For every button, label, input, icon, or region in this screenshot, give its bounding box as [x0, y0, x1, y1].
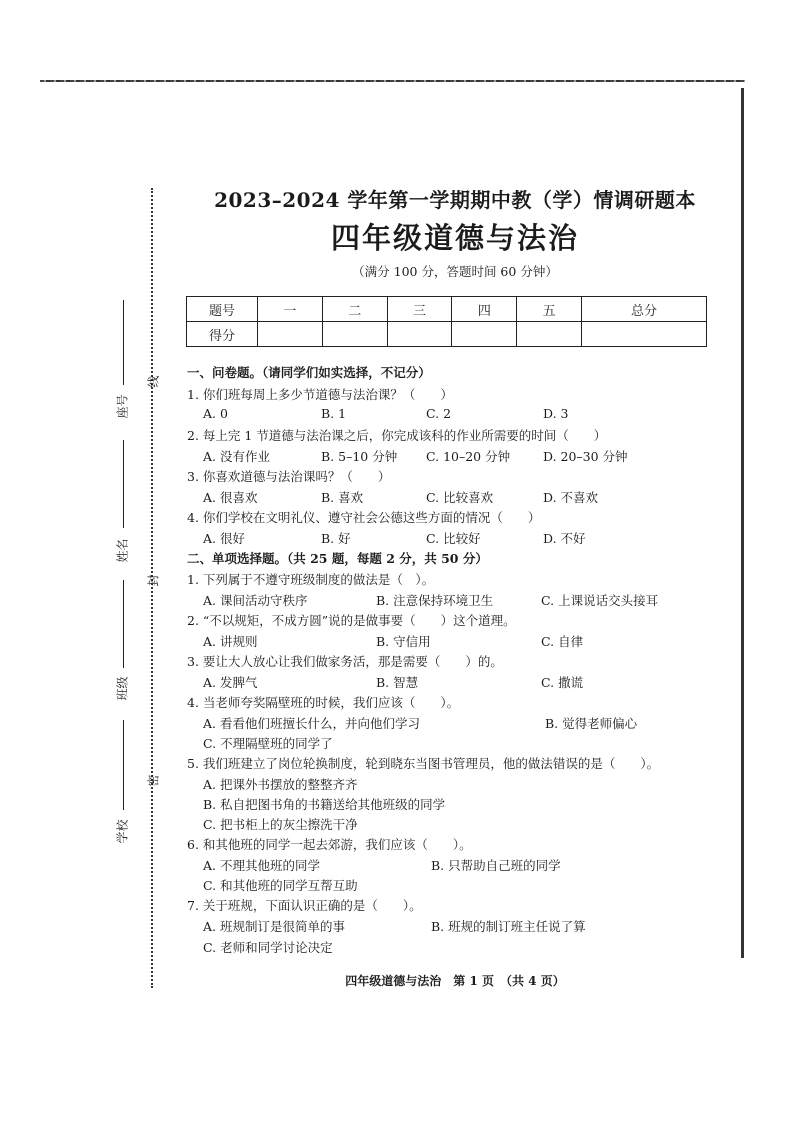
mc-q5-option-b[interactable]: B. 私自把图书角的书籍送给其他班级的同学 — [203, 797, 446, 812]
survey-q1-option[interactable]: A. 0 — [203, 406, 228, 421]
mc-q1-stem: 1. 下列属于不遵守班级制度的做法是（ ）。 — [187, 572, 435, 587]
survey-q1-stem: 1. 你们班每周上多少节道德与法治课？（ ） — [187, 387, 453, 402]
school-label: 学校 — [115, 819, 130, 844]
survey-q1-option[interactable]: B. 1 — [321, 406, 347, 421]
mc-q5-option-a[interactable]: A. 把课外书摆放的整整齐齐 — [203, 777, 358, 792]
mc-q3-stem: 3. 要让大人放心让我们做家务活，那是需要（ ）的。 — [187, 654, 503, 669]
score-cell: 一 — [258, 297, 323, 322]
mc-q6-option-a[interactable]: A. 不理其他班的同学 — [203, 858, 320, 873]
mc-q4-stem: 4. 当老师夸奖隔壁班的时候，我们应该（ ）。 — [187, 695, 460, 710]
survey-q4-option[interactable]: B. 好 — [321, 531, 351, 546]
survey-q4-option[interactable]: A. 很好 — [203, 531, 245, 546]
mc-q2-option-b[interactable]: B. 守信用 — [376, 634, 431, 649]
survey-q4-stem: 4. 你们学校在文明礼仪、遵守社会公德这些方面的情况（ ） — [187, 510, 541, 525]
binding-mark-dense: 密 — [146, 774, 161, 787]
survey-q2-option[interactable]: D. 20–30 分钟 — [543, 449, 628, 464]
mc-q3-option-c[interactable]: C. 撒谎 — [541, 675, 584, 690]
survey-q3-option[interactable]: C. 比较喜欢 — [426, 490, 494, 505]
survey-q1-option[interactable]: D. 3 — [543, 406, 569, 421]
score-row-label: 得分 — [187, 322, 258, 347]
score-input[interactable] — [452, 322, 517, 347]
mc-q5-stem: 5. 我们班建立了岗位轮换制度，轮到晓东当图书管理员，他的做法错误的是（ ）。 — [187, 756, 660, 771]
page-footer: 四年级道德与法治 第 1 页 （共 4 页） — [345, 974, 565, 988]
survey-q4-option[interactable]: D. 不好 — [543, 531, 586, 546]
mc-q6-option-c[interactable]: C. 和其他班的同学互帮互助 — [203, 878, 358, 893]
survey-q3-stem: 3. 你喜欢道德与法治课吗？（ ） — [187, 469, 391, 484]
mc-q6-option-b[interactable]: B. 只帮助自己班的同学 — [431, 858, 561, 873]
mc-q2-option-c[interactable]: C. 自律 — [541, 634, 584, 649]
score-input[interactable] — [582, 322, 707, 347]
survey-q4-option[interactable]: C. 比较好 — [426, 531, 481, 546]
exam-title: 2023–2024 学年第一学期期中教（学）情调研题本 — [214, 188, 696, 212]
survey-q2-option[interactable]: B. 5–10 分钟 — [321, 449, 398, 464]
binding-mark-line: 线 — [146, 375, 161, 388]
class-field[interactable] — [123, 580, 124, 668]
name-field[interactable] — [123, 440, 124, 528]
mc-q4-option-b[interactable]: B. 觉得老师偏心 — [545, 716, 638, 731]
survey-q2-stem: 2. 每上完 1 节道德与法治课之后，你完成该科的作业所需要的时间（ ） — [187, 428, 607, 443]
name-label: 姓名 — [115, 538, 130, 563]
mc-q1-option-a[interactable]: A. 课间活动守秩序 — [203, 593, 308, 608]
section1-heading: 一、问卷题。（请同学们如实选择，不记分） — [187, 365, 431, 380]
score-header-row — [187, 297, 707, 322]
mc-q7-option-c[interactable]: C. 老师和同学讨论决定 — [203, 940, 333, 955]
mc-q2-option-a[interactable]: A. 讲规则 — [203, 634, 258, 649]
score-input[interactable] — [322, 322, 387, 347]
score-cell: 总分 — [582, 297, 707, 322]
mc-q6-stem: 6. 和其他班的同学一起去郊游，我们应该（ ）。 — [187, 837, 472, 852]
score-cell: 三 — [387, 297, 452, 322]
mc-q3-option-a[interactable]: A. 发脾气 — [203, 675, 258, 690]
survey-q2-option[interactable]: A. 没有作业 — [203, 449, 270, 464]
section2-heading: 二、单项选择题。（共 25 题，每题 2 分，共 50 分） — [187, 551, 488, 566]
survey-q3-option[interactable]: A. 很喜欢 — [203, 490, 258, 505]
mc-q7-option-a[interactable]: A. 班规制订是很简单的事 — [203, 919, 345, 934]
seat-label: 座号 — [115, 394, 130, 419]
mc-q1-option-c[interactable]: C. 上课说话交头接耳 — [541, 593, 659, 608]
score-input[interactable] — [258, 322, 323, 347]
score-cell: 四 — [452, 297, 517, 322]
score-cell: 题号 — [187, 297, 258, 322]
score-input[interactable] — [387, 322, 452, 347]
survey-q3-option[interactable]: D. 不喜欢 — [543, 490, 599, 505]
score-value-row — [187, 322, 707, 347]
seat-field[interactable] — [123, 300, 124, 385]
survey-q3-option[interactable]: B. 喜欢 — [321, 490, 364, 505]
subject-title: 四年级道德与法治 — [330, 221, 579, 255]
score-input[interactable] — [517, 322, 582, 347]
scan-top-edge — [40, 80, 745, 82]
mc-q7-stem: 7. 关于班规，下面认识正确的是（ ）。 — [187, 898, 422, 913]
score-table — [186, 296, 707, 347]
binding-mark-seal: 封 — [146, 574, 161, 587]
survey-q2-option[interactable]: C. 10–20 分钟 — [426, 449, 511, 464]
school-field[interactable] — [123, 720, 124, 810]
mc-q5-option-c[interactable]: C. 把书柜上的灰尘擦洗干净 — [203, 817, 358, 832]
mc-q1-option-b[interactable]: B. 注意保持环境卫生 — [376, 593, 494, 608]
binding-dotted-line — [151, 188, 153, 988]
class-label: 班级 — [115, 676, 130, 701]
mc-q4-option-c[interactable]: C. 不理隔壁班的同学了 — [203, 736, 333, 751]
mc-q2-stem: 2. “不以规矩，不成方圆”说的是做事要（ ）这个道理。 — [187, 613, 516, 628]
exam-note: （满分 100 分，答题时间 60 分钟） — [352, 264, 558, 279]
score-cell: 五 — [517, 297, 582, 322]
mc-q3-option-b[interactable]: B. 智慧 — [376, 675, 419, 690]
mc-q4-option-a[interactable]: A. 看看他们班擅长什么，并向他们学习 — [203, 716, 420, 731]
survey-q1-option[interactable]: C. 2 — [426, 406, 452, 421]
score-cell: 二 — [322, 297, 387, 322]
mc-q7-option-b[interactable]: B. 班规的制订班主任说了算 — [431, 919, 586, 934]
